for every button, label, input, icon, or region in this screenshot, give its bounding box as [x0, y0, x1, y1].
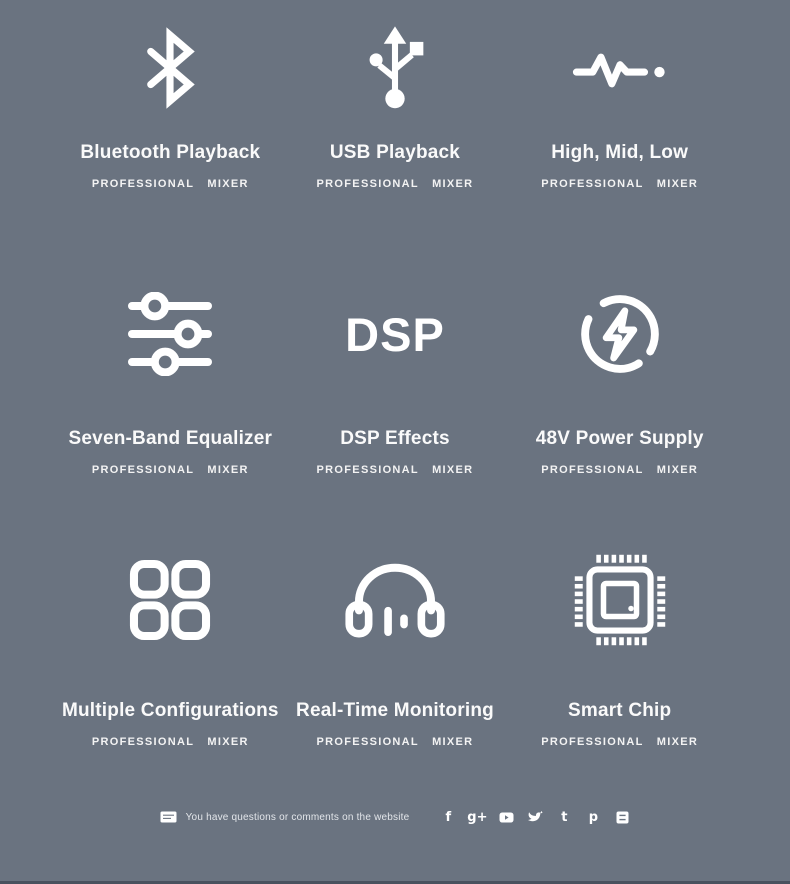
feature-card-dsp	[283, 278, 508, 544]
google-plus-icon[interactable]: g+	[467, 809, 488, 825]
feature-title: Bluetooth Playback	[80, 142, 261, 163]
feature-title: 48V Power Supply	[535, 428, 704, 449]
feature-subtitle: PROFESSIONAL MIXER	[91, 464, 249, 476]
social-links	[440, 809, 630, 825]
bluetooth-icon	[137, 23, 203, 113]
pinterest-icon[interactable]: p	[588, 809, 599, 825]
tumblr-icon[interactable]: t	[561, 809, 568, 825]
feature-title: Seven-Band Equalizer	[68, 428, 273, 449]
facebook-icon[interactable]: f	[445, 809, 452, 825]
blogger-icon[interactable]	[614, 809, 630, 825]
feature-title: Multiple Configurations	[61, 700, 279, 721]
feature-card-usb	[283, 12, 508, 278]
feature-grid	[58, 12, 732, 810]
feature-card-equalizer	[58, 278, 283, 544]
feature-subtitle: PROFESSIONAL MIXER	[316, 178, 474, 190]
feature-card-configurations	[58, 544, 283, 810]
footer-bar	[0, 800, 790, 834]
feature-card-power	[507, 278, 732, 544]
message-icon	[160, 811, 177, 823]
headphones-icon	[343, 553, 447, 647]
feature-card-monitoring	[283, 544, 508, 810]
feature-subtitle: PROFESSIONAL MIXER	[91, 178, 249, 190]
feature-subtitle: PROFESSIONAL MIXER	[316, 464, 474, 476]
feature-title: Real-Time Monitoring	[296, 700, 494, 721]
feature-card-eq-bands	[507, 12, 732, 278]
feature-subtitle: PROFESSIONAL MIXER	[91, 736, 249, 748]
footer-note: You have questions or comments on the website	[185, 811, 410, 823]
chip-icon	[565, 545, 675, 655]
feature-title: USB Playback	[329, 142, 461, 163]
grid-squares-icon	[124, 554, 216, 646]
feature-title: DSP Effects	[340, 428, 450, 449]
youtube-icon[interactable]	[498, 809, 514, 825]
feature-subtitle: PROFESSIONAL MIXER	[541, 464, 699, 476]
twitter-icon[interactable]	[527, 809, 543, 825]
feature-title: High, Mid, Low	[551, 142, 689, 163]
power-bolt-icon	[575, 289, 665, 379]
dsp-wordmark: DSP	[345, 307, 445, 361]
pulse-wave-icon	[571, 43, 669, 93]
feature-subtitle: PROFESSIONAL MIXER	[541, 736, 699, 748]
usb-icon	[354, 23, 436, 113]
feature-card-chip	[507, 544, 732, 810]
feature-title: Smart Chip	[567, 700, 672, 721]
feature-card-bluetooth	[58, 12, 283, 278]
feature-subtitle: PROFESSIONAL MIXER	[541, 178, 699, 190]
feature-subtitle: PROFESSIONAL MIXER	[316, 736, 474, 748]
equalizer-sliders-icon	[122, 292, 218, 376]
